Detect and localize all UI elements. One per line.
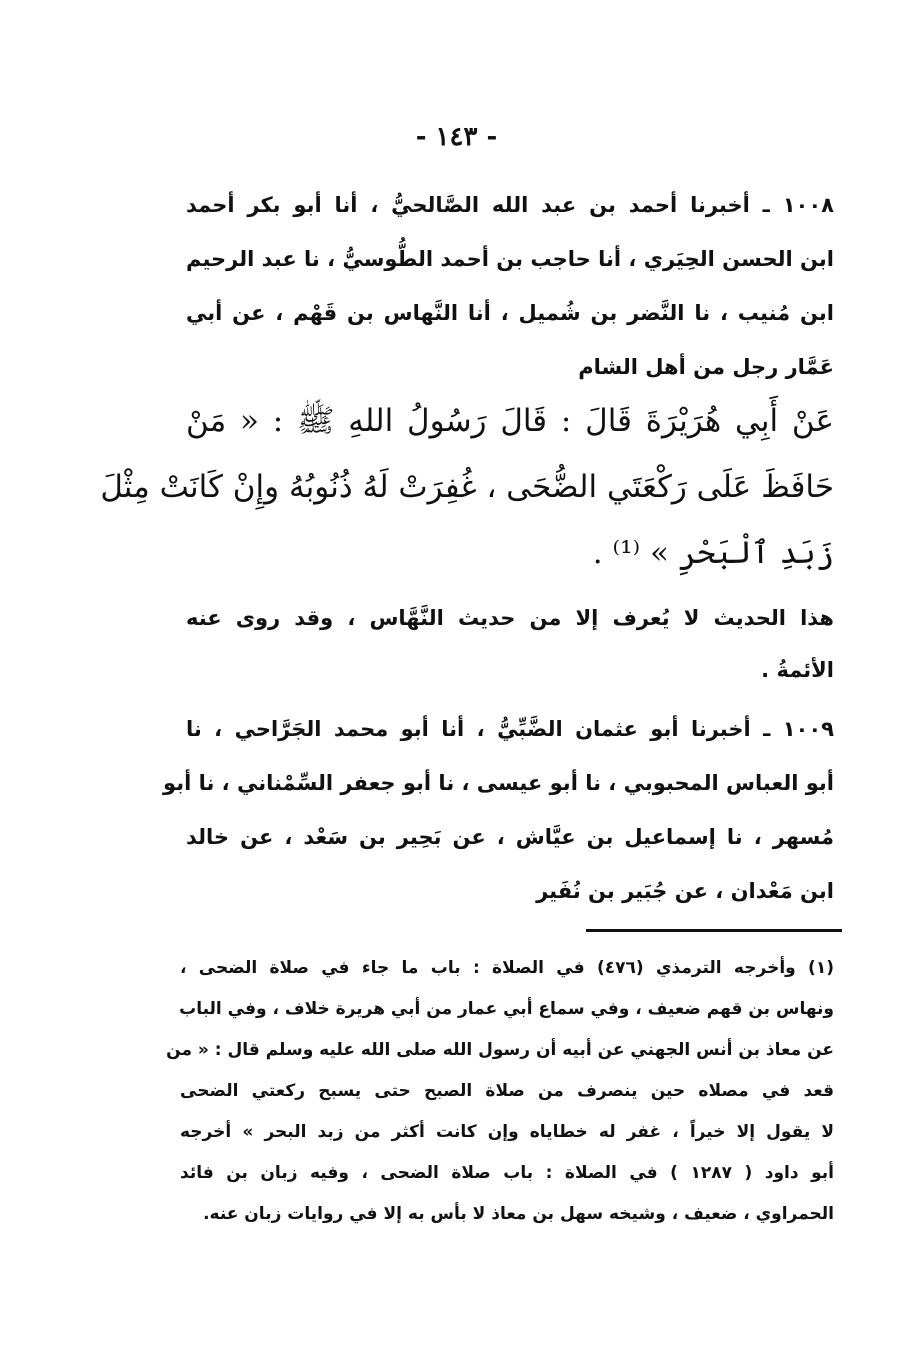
- footnote: [166, 948, 834, 1235]
- text-line: عَنْ أَبِي هُرَيْرَةَ قَالَ : قَالَ رَسُولُ اللهِ ﷺ : « مَنْ: [186, 403, 834, 439]
- footnote-line: قعد في مصلاه حين ينصرف من صلاة الصبح حتى يسبح ركعتي الضحى: [180, 1081, 834, 1101]
- text-line: عَمَّار رجل من أهل الشام: [578, 355, 834, 379]
- footnote-line: أبو داود ( ١٢٨٧ ) في الصلاة : باب صلاة الضحى ، وفيه زبان بن فائد: [180, 1163, 834, 1183]
- footnote-line: (١) وأخرجه الترمذي (٤٧٦) في الصلاة : باب ما جاء في صلاة الضحى ،: [180, 958, 834, 978]
- hadith-1008-matn: [100, 388, 834, 586]
- hadith-1008-comment: [186, 592, 834, 696]
- text-line: ١٠٠٨ ـ أخبرنا أحمد بن عبد الله الصَّالحيُّ ، أنا أبو بكر أحمد: [186, 193, 834, 217]
- footnote-line: عن معاذ بن أنس الجهني عن أبيه أن رسول الله صلى الله عليه وسلم قال : « من: [166, 1040, 834, 1060]
- hadith-1009-isnad: [163, 702, 834, 918]
- text-line: الأئمةُ .: [761, 658, 834, 682]
- text-line: ابن مُنيب ، نا النَّضر بن شُميل ، أنا النَّهاس بن قَهْم ، عن أبي: [186, 301, 834, 325]
- hadith-1008-isnad: [186, 178, 834, 394]
- text-line: أبو العباس المحبوبي ، نا أبو عيسى ، نا أبو جعفر السِّمْناني ، نا أبو: [163, 771, 834, 795]
- page-number: - ١٤٣ -: [415, 122, 498, 152]
- footnote-line: الحمراوي ، ضعيف ، وشيخه سهل بن معاذ لا بأس به إلا في روايات زبان عنه.: [203, 1204, 834, 1224]
- text-line: ابن مَعْدان ، عن جُبَير بن نُفَير: [536, 879, 834, 903]
- text-line: حَافَظَ عَلَى رَكْعَتَي الضُّحَى ، غُفِرَتْ لَهُ ذُنُوبُهُ وإِنْ كَانَتْ مِثْلَ: [100, 469, 834, 505]
- footnote-line: لا يقول إلا خيراً ، غفر له خطاياه وإن كانت أكثر من زبد البحر » أخرجه: [180, 1122, 834, 1142]
- footnote-line: ونهاس بن قهم ضعيف ، وفي سماع أبي عمار من أبي هريرة خلاف ، وفي الباب: [179, 999, 834, 1019]
- text-line: ابن الحسن الحِيَري ، أنا حاجب بن أحمد الطُّوسيُّ ، نا عبد الرحيم: [186, 247, 834, 271]
- text-line: ١٠٠٩ ـ أخبرنا أبو عثمان الضَّبِّيُّ ، أنا أبو محمد الجَرَّاحي ، نا: [186, 717, 834, 741]
- footnote-divider: [586, 929, 842, 932]
- text-line: زَبَدِ ٱلْبَحْرِ » ⁽¹⁾ .: [592, 535, 834, 571]
- text-line: هذا الحديث لا يُعرف إلا من حديث النَّهَّاس ، وقد روى عنه: [186, 606, 834, 630]
- text-line: مُسهر ، نا إسماعيل بن عيَّاش ، عن بَحِير بن سَعْد ، عن خالد: [186, 825, 834, 849]
